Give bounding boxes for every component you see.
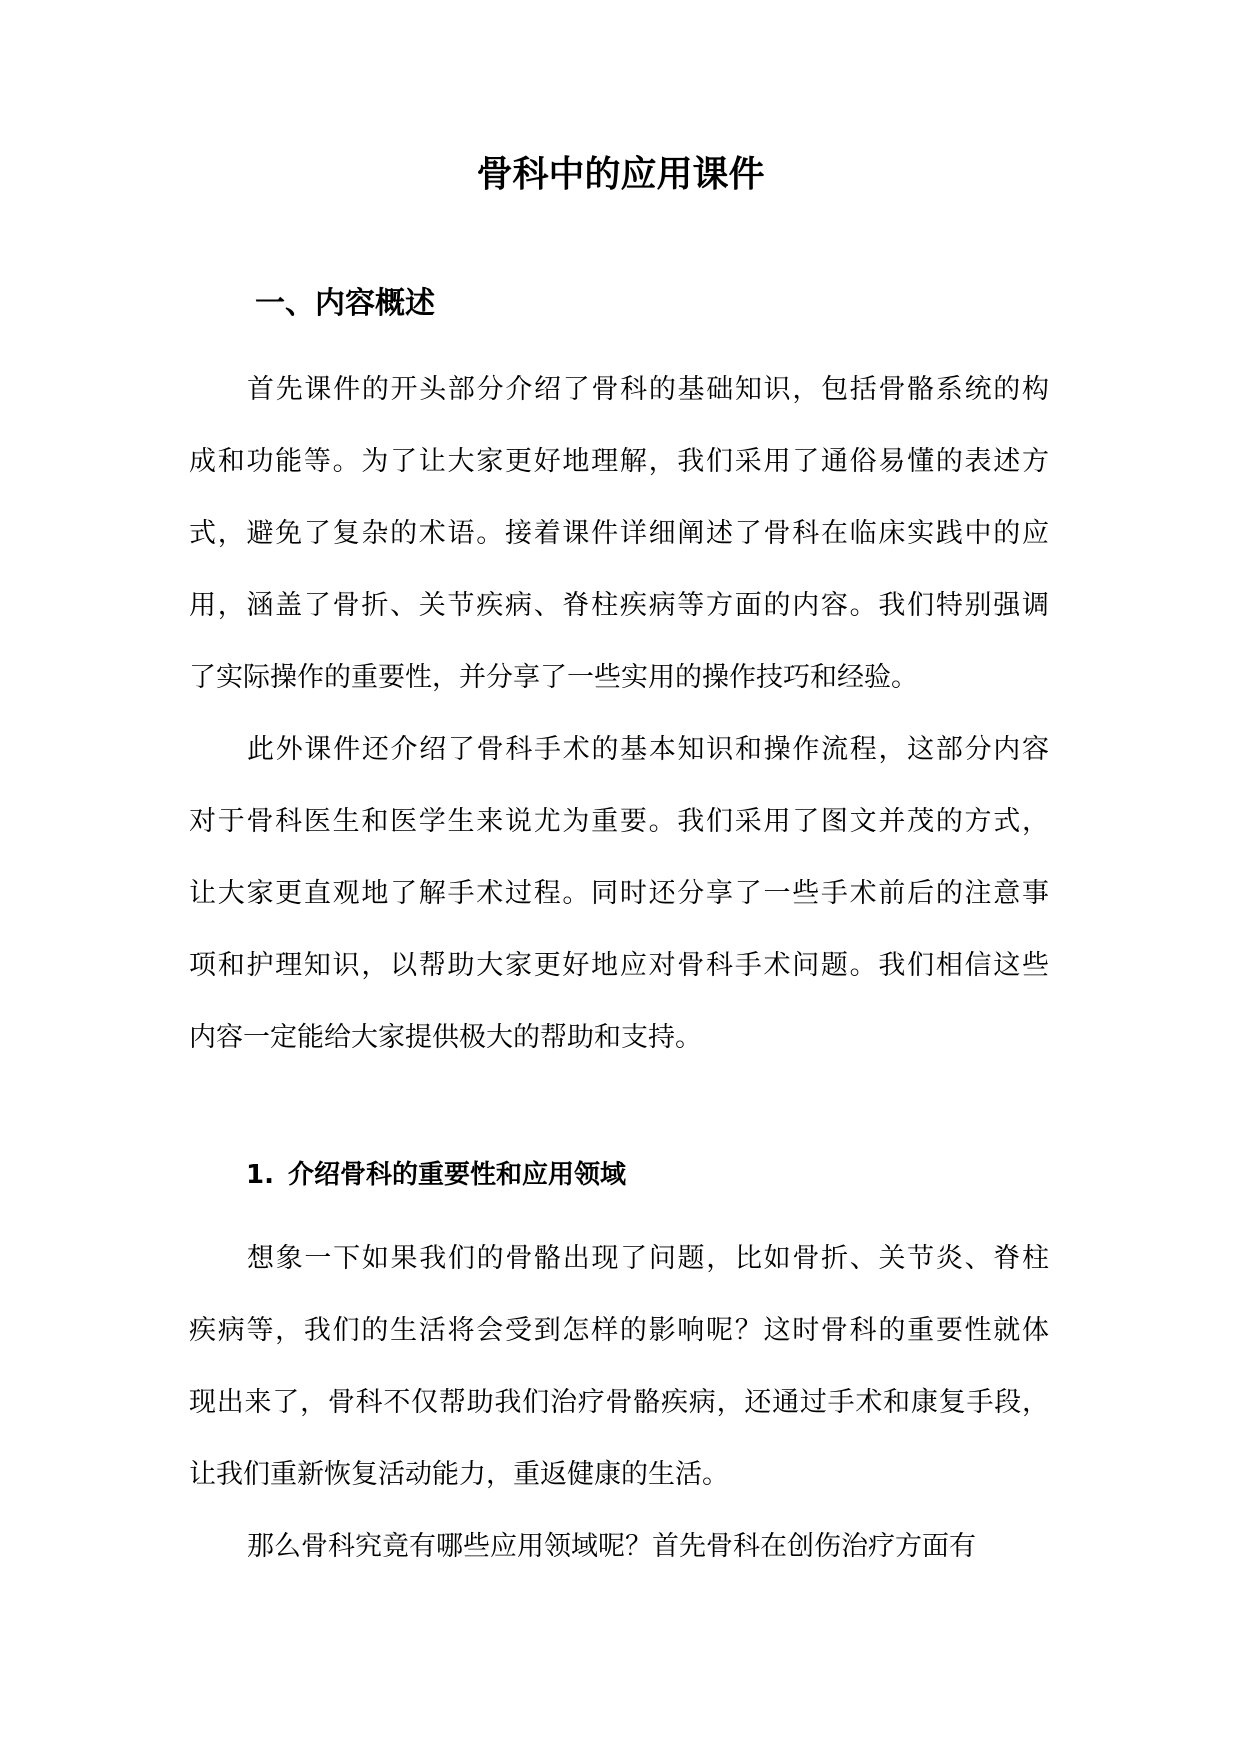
subsection-heading-importance xyxy=(246,1155,626,1195)
paragraph-line: 了实际操作的重要性，并分享了一些实用的操作技巧和经验。 xyxy=(189,662,918,693)
paragraph-line: 现出来了，骨科不仅帮助我们治疗骨骼疾病，还通过手术和康复手段， xyxy=(189,1387,1049,1418)
paragraph-line: 让大家更直观地了解手术过程。同时还分享了一些手术前后的注意事 xyxy=(189,878,1049,909)
paragraph-line: 首先课件的开头部分介绍了骨科的基础知识，包括骨骼系统的构 xyxy=(247,374,1049,405)
paragraph-importance xyxy=(189,1223,1049,1511)
paragraph-line: 疾病等，我们的生活将会受到怎样的影响呢？这时骨科的重要性就体 xyxy=(189,1315,1049,1346)
paragraph-application-areas xyxy=(189,1511,1049,1583)
document-title: 骨科中的应用课件 xyxy=(476,154,765,195)
paragraph-line: 成和功能等。为了让大家更好地理解，我们采用了通俗易懂的表述方 xyxy=(189,446,1049,477)
section-heading-overview: 一、内容概述 xyxy=(255,286,435,321)
subsection-number: 1. xyxy=(246,1160,274,1190)
paragraph-line: 此外课件还介绍了骨科手术的基本知识和操作流程，这部分内容 xyxy=(247,734,1049,765)
paragraph-line: 内容一定能给大家提供极大的帮助和支持。 xyxy=(189,1022,702,1053)
paragraph-course-intro xyxy=(189,354,1049,714)
paragraph-line: 让我们重新恢复活动能力，重返健康的生活。 xyxy=(189,1459,729,1490)
subsection-title: 介绍骨科的重要性和应用领域 xyxy=(287,1160,626,1190)
paragraph-line: 项和护理知识，以帮助大家更好地应对骨科手术问题。我们相信这些 xyxy=(189,950,1049,981)
paragraph-line: 用，涵盖了骨折、关节疾病、脊柱疾病等方面的内容。我们特别强调 xyxy=(189,590,1049,621)
paragraph-surgery-knowledge xyxy=(189,714,1049,1074)
paragraph-line: 想象一下如果我们的骨骼出现了问题，比如骨折、关节炎、脊柱 xyxy=(247,1243,1049,1274)
paragraph-line: 对于骨科医生和医学生来说尤为重要。我们采用了图文并茂的方式， xyxy=(189,806,1049,837)
paragraph-line: 那么骨科究竟有哪些应用领域呢？首先骨科在创伤治疗方面有 xyxy=(247,1531,976,1562)
paragraph-line: 式，避免了复杂的术语。接着课件详细阐述了骨科在临床实践中的应 xyxy=(189,518,1049,549)
